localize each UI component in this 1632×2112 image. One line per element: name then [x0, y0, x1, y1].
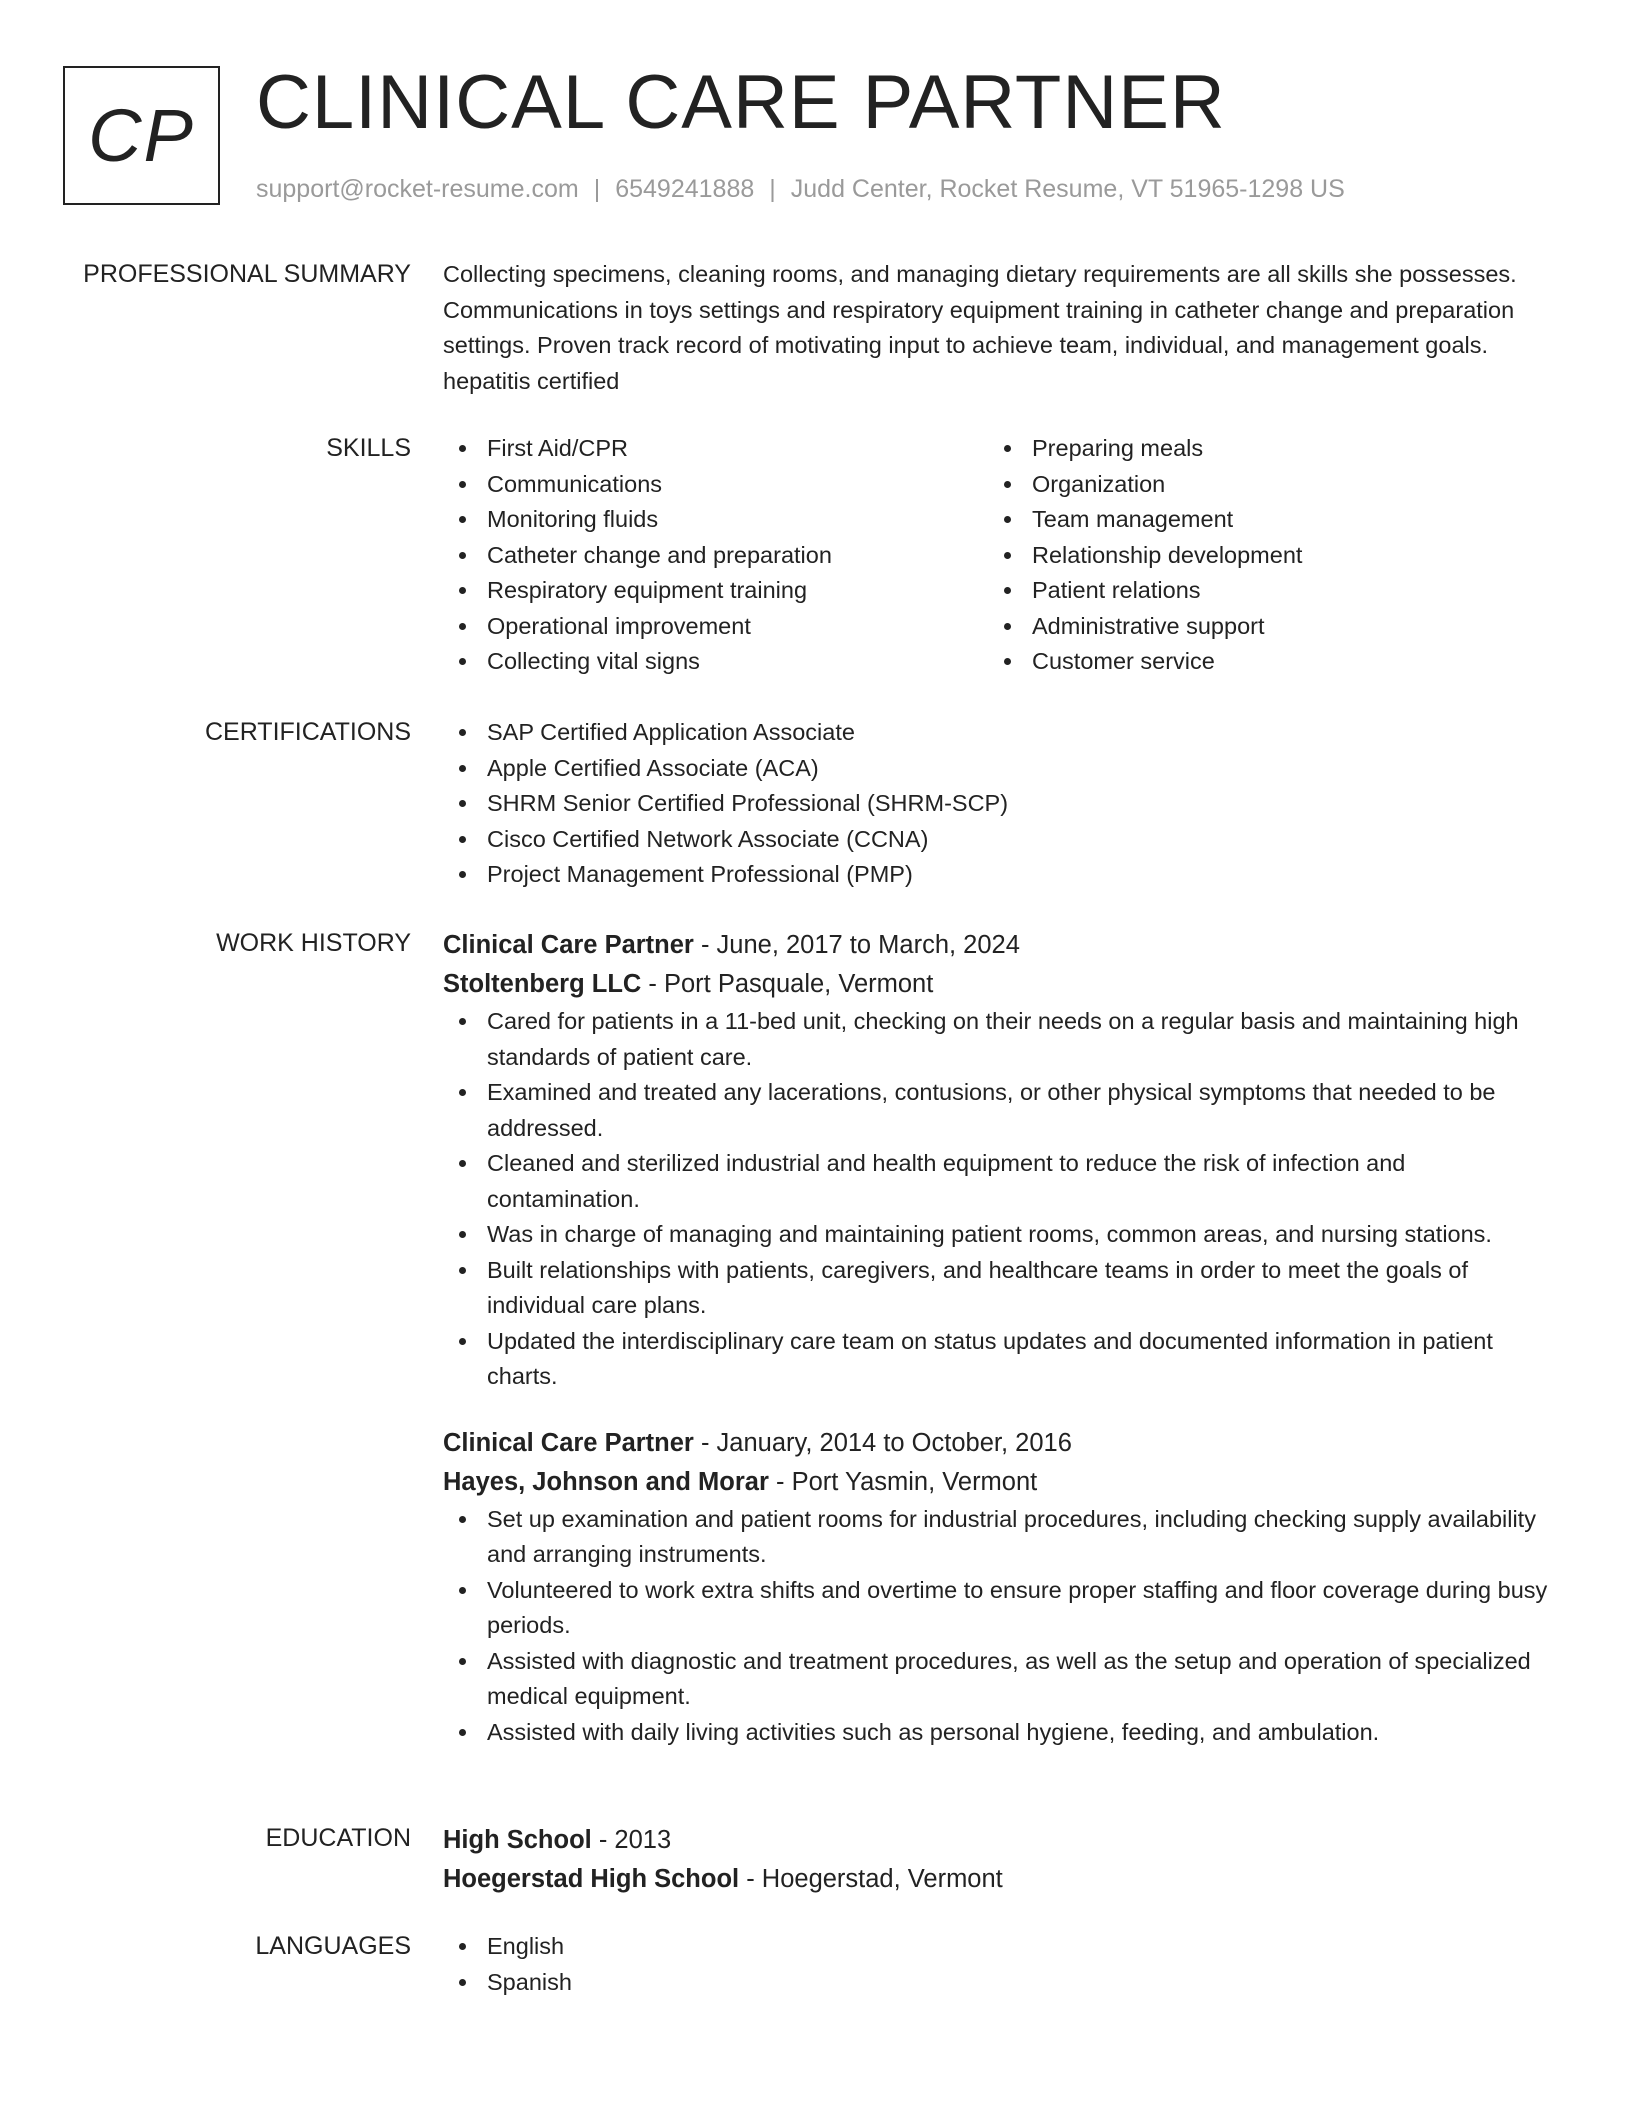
job-location: - Port Pasquale, Vermont [641, 970, 934, 998]
education-degree: High School [443, 1826, 592, 1854]
education-body [443, 1821, 1558, 1899]
skills-heading: SKILLS [326, 434, 411, 462]
skill-item: Relationship development [988, 538, 1533, 574]
language-item: English [443, 1929, 1558, 1965]
education-heading: EDUCATION [265, 1824, 411, 1852]
certification-item: Cisco Certified Network Associate (CCNA) [443, 822, 1558, 858]
contact-separator: | [769, 175, 776, 203]
resume-name: CLINICAL CARE PARTNER [256, 60, 1226, 145]
skill-item: Monitoring fluids [443, 502, 988, 538]
contact-address: Judd Center, Rocket Resume, VT 51965-1298 US [790, 175, 1345, 203]
job-duty-item: Built relationships with patients, caregivers, and healthcare teams in order to meet the goals of individual care plans. [443, 1253, 1558, 1324]
education-school: Hoegerstad High School [443, 1865, 740, 1893]
contact-email[interactable]: support@rocket-resume.com [256, 175, 579, 203]
job-company: Hayes, Johnson and Morar [443, 1467, 769, 1496]
job-entry [443, 926, 1558, 1395]
education-school-line [443, 1860, 1558, 1899]
skill-item: Catheter change and preparation [443, 538, 988, 574]
job-duty-item: Examined and treated any lacerations, contusions, or other physical symptoms that needed to be addressed. [443, 1075, 1558, 1146]
job-duty-item: Cleaned and sterilized industrial and health equipment to reduce the risk of infection and contamination. [443, 1146, 1558, 1217]
job-duty-item: Assisted with diagnostic and treatment procedures, as well as the setup and operation of specialized medical equipment. [443, 1644, 1558, 1715]
job-company-line [443, 965, 1558, 1004]
job-duty-item: Assisted with daily living activities such as personal hygiene, feeding, and ambulation. [443, 1715, 1558, 1751]
summary-body [443, 257, 1558, 399]
languages-list [443, 1929, 1558, 2000]
education-year: - 2013 [591, 1826, 672, 1854]
skill-item: First Aid/CPR [443, 431, 988, 467]
job-duties-list [443, 1502, 1558, 1751]
job-entry [443, 1424, 1558, 1751]
job-company: Stoltenberg LLC [443, 970, 642, 998]
job-title: Clinical Care Partner [443, 1428, 694, 1457]
skill-item: Respiratory equipment training [443, 573, 988, 609]
certification-item: Project Management Professional (PMP) [443, 857, 1558, 893]
job-location: - Port Yasmin, Vermont [768, 1467, 1038, 1496]
language-item: Spanish [443, 1965, 1558, 2001]
job-dates: - June, 2017 to March, 2024 [693, 931, 1020, 959]
certification-item: SHRM Senior Certified Professional (SHRM-SCP) [443, 786, 1558, 822]
contact-separator: | [593, 175, 601, 203]
job-duty-item: Updated the interdisciplinary care team on status updates and documented information in patient charts. [443, 1324, 1558, 1395]
certification-item: SAP Certified Application Associate [443, 715, 1558, 751]
education-location: - Hoegerstad, Vermont [739, 1865, 1003, 1893]
job-company-line [443, 1463, 1558, 1502]
skills-list-left [443, 431, 988, 680]
skill-item: Preparing meals [988, 431, 1533, 467]
job-dates: - January, 2014 to October, 2016 [693, 1428, 1072, 1457]
contact-phone[interactable]: 6549241888 [615, 175, 755, 203]
contact-line [256, 172, 1345, 206]
job-duties-list [443, 1004, 1558, 1395]
skills-list-right [988, 431, 1533, 680]
certifications-list [443, 715, 1558, 893]
skill-item: Organization [988, 467, 1533, 503]
work-history-heading: WORK HISTORY [216, 929, 411, 957]
skills-body [443, 431, 1558, 680]
languages-body [443, 1929, 1558, 2000]
skill-item: Communications [443, 467, 988, 503]
job-duty-item: Set up examination and patient rooms for industrial procedures, including checking supply availability and arranging instruments. [443, 1502, 1558, 1573]
skill-item: Customer service [988, 644, 1533, 680]
education-degree-line [443, 1821, 1558, 1860]
job-title: Clinical Care Partner [443, 931, 694, 959]
summary-text: Collecting specimens, cleaning rooms, and managing dietary requirements are all skills she possesses. Communications in toys settings and respiratory equipment training in catheter change and preparation settings. Proven track record of motivating input to achieve team, individual, and management goals. hepatitis certified [443, 261, 1517, 394]
monogram-initials: CP [88, 94, 195, 177]
skill-item: Administrative support [988, 609, 1533, 645]
skill-item: Patient relations [988, 573, 1533, 609]
summary-heading: PROFESSIONAL SUMMARY [83, 260, 411, 288]
skill-item: Team management [988, 502, 1533, 538]
monogram-box [63, 66, 220, 205]
job-duty-item: Cared for patients in a 11-bed unit, checking on their needs on a regular basis and maintaining high standards of patient care. [443, 1004, 1558, 1075]
job-duty-item: Volunteered to work extra shifts and overtime to ensure proper staffing and floor coverage during busy periods. [443, 1573, 1558, 1644]
job-title-line [443, 926, 1558, 965]
skill-item: Collecting vital signs [443, 644, 988, 680]
languages-heading: LANGUAGES [255, 1932, 411, 1960]
certifications-heading: CERTIFICATIONS [204, 718, 411, 746]
certification-item: Apple Certified Associate (ACA) [443, 751, 1558, 787]
job-title-line [443, 1424, 1558, 1463]
job-duty-item: Was in charge of managing and maintaining patient rooms, common areas, and nursing stations. [443, 1217, 1558, 1253]
skill-item: Operational improvement [443, 609, 988, 645]
work-history-body [443, 926, 1558, 1750]
certifications-body [443, 715, 1558, 893]
